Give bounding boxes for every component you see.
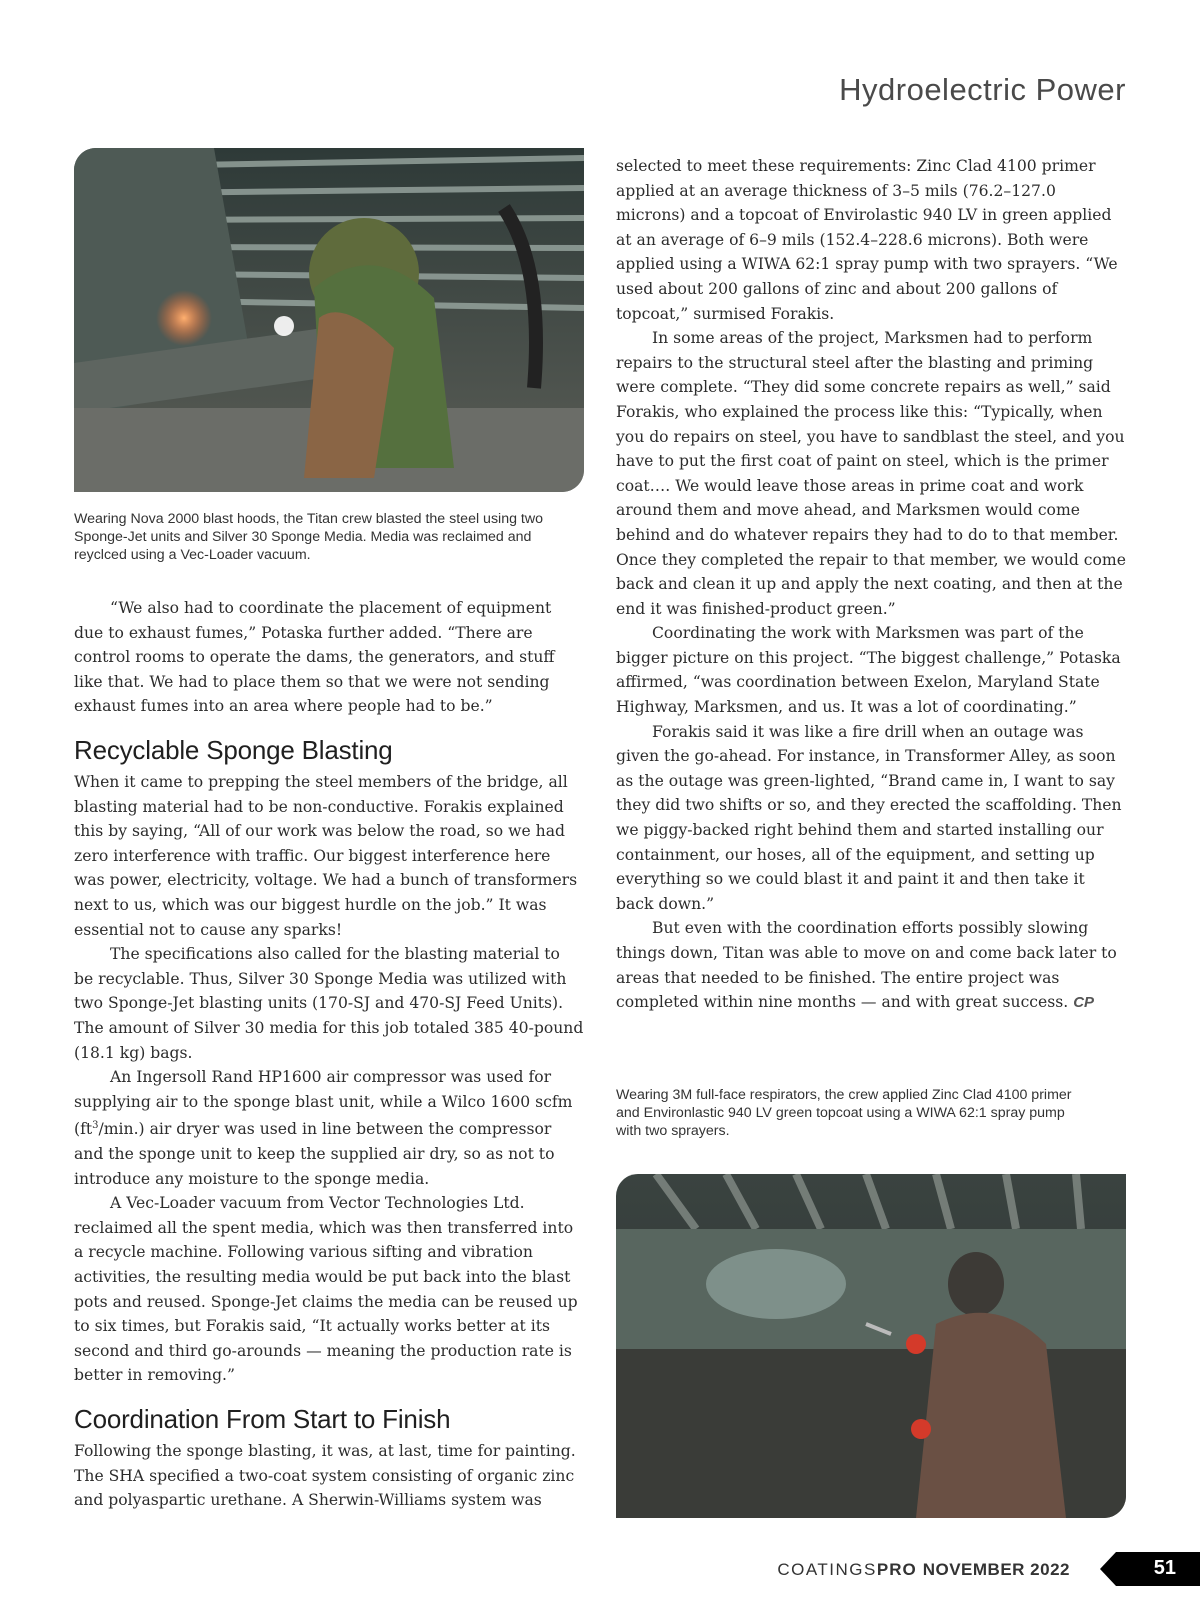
page-tab: [1100, 1552, 1200, 1586]
blasting-photo: [74, 148, 584, 492]
paragraph: [74, 1065, 584, 1191]
superscript: 3: [92, 1120, 99, 1132]
text-span: /min.) air dryer was used in line between the compressor and the sponge unit to keep the supplied air dry, so as not to introduce any moisture to the sponge media.: [74, 1120, 555, 1188]
text-span: An Ingersoll Rand HP1600 air compressor was used for supplying air to the sponge blast unit, while a Wilco 1600 scfm (ft: [74, 1068, 573, 1139]
painting-photo: [616, 1174, 1126, 1518]
section-title: Hydroelectric Power: [839, 72, 1126, 107]
left-body: [74, 596, 584, 1513]
paragraph: Forakis said it was like a fire drill when an outage was given the go-ahead. For instance, in Transformer Alley, as soon as the outage was green-lighted, “Brand came in, I want to say they did two shifts or so, and they erected the scaffolding. Then we piggy-backed right behind them and started installing our containment, our hoses, all of the equipment, and setting up everything so we could blast it and paint it and then take it back down.”: [616, 722, 1122, 913]
mag-bold: PRO: [876, 1560, 917, 1579]
magazine-name: [777, 1560, 1070, 1580]
heading-coordination: Coordination From Start to Finish: [74, 1404, 451, 1434]
right-body: [616, 154, 1126, 1016]
text-span: But even with the coordination efforts possibly slowing things down, Titan was able to move on and come back later to areas that needed to be finished. The entire project was completed within nine months — and with great success.: [616, 919, 1117, 1012]
page-footer: [760, 1552, 1200, 1586]
paragraph: [616, 916, 1126, 1015]
mag-light: COATINGS: [777, 1560, 877, 1579]
paragraph: Following the sponge blasting, it was, at last, time for painting. The SHA specified a two-coat system consisting of organic zinc and polyaspartic urethane. A Sherwin-Williams system was: [74, 1442, 576, 1510]
paragraph: “We also had to coordinate the placement of equipment due to exhaust fumes,” Potaska further added. “There are control rooms to operate the dams, the generators, and stuff like that. We had to place them so that we were not sending exhaust fumes into an area where people had to be.”: [74, 599, 555, 716]
paragraph: In some areas of the project, Marksmen had to perform repairs to the structural steel after the blasting and priming were complete. “They did some concrete repairs as well,” said Forakis, who explained the process like this: “Typically, when you do repairs on steel, you have to sandblast the steel, and you have to put the first coat of paint on steel, which is the primer coat…. We would leave those areas in prime coat and work around them and move ahead, and Marksmen would come behind and do whatever repairs they had to do to that member. Once they completed the repair to that member, we would come back and clean it up and apply the next coating, and then at the end it was finished-product green.”: [616, 329, 1126, 618]
end-mark: CP: [1073, 994, 1095, 1012]
paragraph: Coordinating the work with Marksmen was part of the bigger picture on this project. “The biggest challenge,” Potaska affirmed, “was coordination between Exelon, Maryland State Highway, Marksmen, and us. It was a lot of coordinating.”: [616, 624, 1121, 717]
left-column: [74, 148, 584, 1513]
paragraph: selected to meet these requirements: Zinc Clad 4100 primer applied at an average thickness of 3–5 mils (76.2–127.0 microns) and a topcoat of Envirolastic 940 LV in green applied at an average of 6–9 mils (152.4–228.6 microns). Both were applied using a WIWA 62:1 spray pump with two sprayers. “We used about 200 gallons of zinc and about 200 gallons of topcoat,” surmised Forakis.: [616, 157, 1118, 323]
page-number: 51: [1153, 1557, 1176, 1579]
photo-caption-left: Wearing Nova 2000 blast hoods, the Titan crew blasted the steel using two Sponge-Jet units and Silver 30 Sponge Media. Media was reclaimed and reyclced using a Vec-Loader vacuum.: [74, 511, 543, 563]
photo-caption-right: Wearing 3M full-face respirators, the crew applied Zinc Clad 4100 primer and Environlastic 940 LV green topcoat using a WIWA 62:1 spray pump with two sprayers.: [616, 1086, 1072, 1139]
paragraph: The specifications also called for the blasting material to be recyclable. Thus, Silver 30 Sponge Media was utilized with two Sponge-Jet blasting units (170-SJ and 470-SJ Feed Units). The amount of Silver 30 media for this job totaled 385 40-pound (18.1 kg) bags.: [74, 945, 584, 1062]
right-column: [616, 154, 1126, 1518]
heading-recyclable-sponge-blasting: Recyclable Sponge Blasting: [74, 734, 393, 765]
issue-date: NOVEMBER 2022: [922, 1560, 1070, 1579]
paragraph: A Vec-Loader vacuum from Vector Technologies Ltd. reclaimed all the spent media, which was then transferred into a recycle machine. Following various sifting and vibration activities, the resulting media would be put back into the blast pots and reused. Sponge-Jet claims the media can be reused up to six times, but Forakis said, “It actually works better at its second and third go-arounds — meaning the production rate is better in removing.”: [74, 1194, 578, 1385]
paragraph: When it came to prepping the steel members of the bridge, all blasting material had to be non-conductive. Forakis explained this by saying, “All of our work was below the road, so we had zero interference with traffic. Our biggest interference here was power, electricity, voltage. We had a bunch of transformers next to us, which was our biggest hurdle on the job.” It was essential not to cause any sparks!: [74, 772, 578, 939]
